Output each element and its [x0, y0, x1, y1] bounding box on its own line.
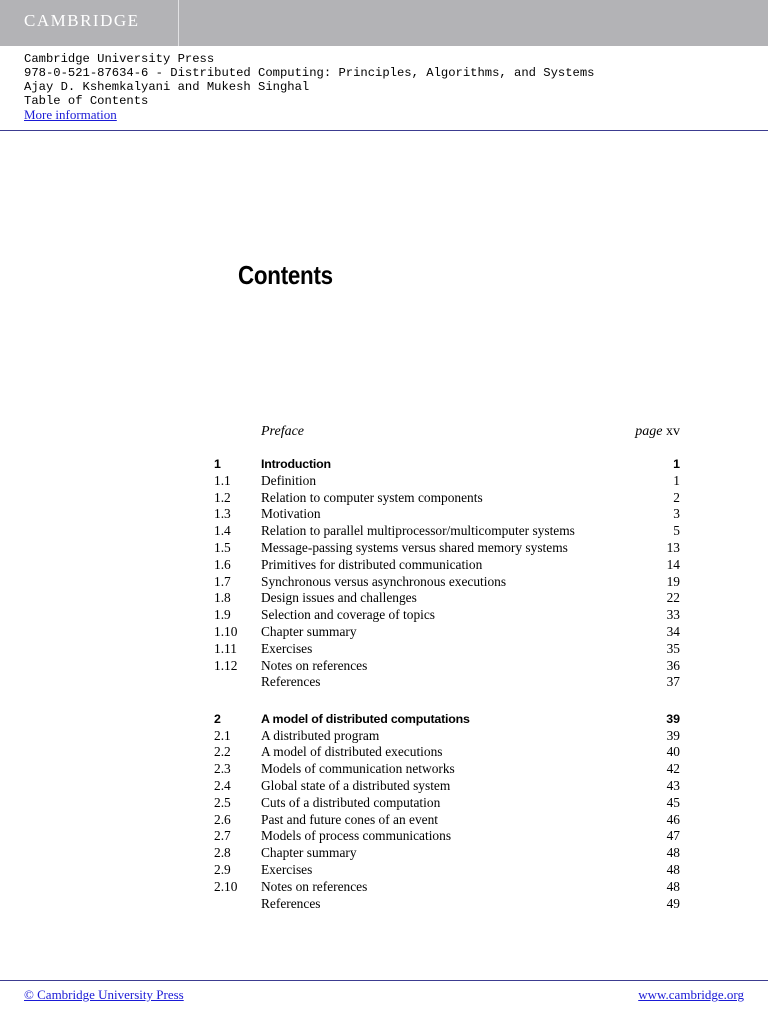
section-title: Notes on references: [261, 657, 368, 673]
section-number: 2.9: [214, 861, 231, 877]
book-metadata: [24, 52, 744, 123]
section-title: Chapter summary: [261, 845, 357, 861]
toc-section-row: [214, 744, 680, 761]
section-page: 34: [666, 623, 680, 639]
section-title: Global state of a distributed system: [261, 777, 451, 793]
section-title: Chapter summary: [261, 623, 357, 639]
section-page: 1: [673, 472, 680, 488]
authors: Ajay D. Kshemkalyani and Mukesh Singhal: [24, 80, 310, 94]
section-page: 47: [666, 828, 680, 844]
section-number: 2.7: [214, 828, 231, 844]
table-of-contents: [214, 422, 680, 912]
section-number: 1.11: [214, 640, 237, 656]
section-number: 1.7: [214, 573, 231, 589]
toc-section-row: [214, 490, 680, 507]
section-title: Design issues and challenges: [261, 590, 417, 606]
section-number: 1.1: [214, 472, 231, 488]
chapter-title: Introduction: [261, 457, 331, 471]
section-number: 1.9: [214, 607, 231, 623]
section-page: 40: [666, 744, 680, 760]
section-page: 45: [666, 794, 680, 810]
chapter-number: 1: [214, 457, 221, 471]
cambridge-logo: CAMBRIDGE: [24, 11, 140, 30]
toc-section-row: [214, 812, 680, 829]
section-title: Message-passing systems versus shared memory systems: [261, 539, 568, 555]
preface-page-number: xv: [666, 424, 680, 439]
section-title: Primitives for distributed communication: [261, 556, 483, 572]
website-link[interactable]: www.cambridge.org: [638, 987, 744, 1002]
toc-section-row: [214, 557, 680, 574]
section-number: 2.6: [214, 811, 231, 827]
footer-rule: [0, 980, 768, 981]
toc-section-row: [214, 795, 680, 812]
section-page: 48: [666, 845, 680, 861]
section-title: Relation to computer system components: [261, 489, 483, 505]
publisher-banner: [0, 0, 768, 46]
section-number: 1.3: [214, 506, 231, 522]
section-title: Models of communication networks: [261, 761, 455, 777]
chapter-page: 39: [666, 711, 680, 726]
banner-divider: [178, 0, 179, 46]
section-page: 37: [666, 674, 680, 690]
toc-section-row: [214, 879, 680, 896]
section-title: Selection and coverage of topics: [261, 607, 436, 623]
toc-section-row: [214, 728, 680, 745]
toc-preface-row: [214, 422, 680, 442]
section-page: 49: [666, 895, 680, 911]
section-title: Exercises: [261, 861, 313, 877]
section-page: 42: [666, 761, 680, 777]
section-title: Synchronous versus asynchronous executions: [261, 573, 507, 589]
section-number: 2.8: [214, 845, 231, 861]
toc-section-row: [214, 828, 680, 845]
section-page: 5: [673, 523, 680, 539]
chapter-gap: [214, 691, 680, 711]
section-page: 43: [666, 777, 680, 793]
toc-section-row: [214, 506, 680, 523]
section-page: 48: [666, 861, 680, 877]
section-title: Models of process communications: [261, 828, 452, 844]
section-number: 2.2: [214, 744, 231, 760]
section-title: References: [261, 895, 321, 911]
section-number: 2.3: [214, 761, 231, 777]
toc-section-row: [214, 862, 680, 879]
section-page: 33: [666, 607, 680, 623]
section-name: Table of Contents: [24, 94, 149, 108]
section-page: 19: [666, 573, 680, 589]
section-title: Relation to parallel multiprocessor/multicomputer systems: [261, 523, 575, 539]
toc-chapter-row: [214, 456, 680, 473]
toc-section-row: [214, 674, 680, 691]
section-title: References: [261, 674, 321, 690]
section-page: 35: [666, 640, 680, 656]
section-title: Cuts of a distributed computation: [261, 794, 441, 810]
section-number: 2.1: [214, 727, 231, 743]
header-rule: [0, 130, 768, 131]
section-title: Past and future cones of an event: [261, 811, 438, 827]
section-number: 1.8: [214, 590, 231, 606]
toc-section-row: [214, 896, 680, 913]
toc-section-row: [214, 473, 680, 490]
section-page: 13: [666, 539, 680, 555]
section-number: 1.2: [214, 489, 231, 505]
chapter-title: A model of distributed computations: [261, 711, 470, 726]
page-prefix: page: [635, 424, 663, 439]
section-number: 2.10: [214, 878, 238, 894]
section-page: 22: [666, 590, 680, 606]
preface-page: [635, 422, 680, 442]
section-number: 1.4: [214, 523, 231, 539]
section-title: Notes on references: [261, 878, 368, 894]
toc-section-row: [214, 845, 680, 862]
isbn-title: 978-0-521-87634-6 - Distributed Computing: Principles, Algorithms, and Systems: [24, 66, 595, 80]
section-page: 14: [666, 556, 680, 572]
section-page: 2: [673, 489, 680, 505]
toc-section-row: [214, 574, 680, 591]
chapter-page: 1: [673, 457, 680, 471]
more-information-link[interactable]: More information: [24, 107, 117, 122]
section-page: 3: [673, 506, 680, 522]
section-page: 39: [666, 727, 680, 743]
publisher-name: Cambridge University Press: [24, 52, 215, 66]
section-page: 36: [666, 657, 680, 673]
section-number: 2.5: [214, 794, 231, 810]
section-number: 1.12: [214, 657, 238, 673]
section-title: Exercises: [261, 640, 313, 656]
toc-section-row: [214, 761, 680, 778]
toc-section-row: [214, 607, 680, 624]
toc-section-row: [214, 641, 680, 658]
toc-section-row: [214, 540, 680, 557]
section-title: A distributed program: [261, 727, 380, 743]
toc-section-row: [214, 658, 680, 675]
section-title: A model of distributed executions: [261, 744, 443, 760]
section-number: 2.4: [214, 777, 231, 793]
chapter-number: 2: [214, 711, 221, 726]
section-number: 1.5: [214, 539, 231, 555]
page-title: Contents: [238, 260, 333, 290]
toc-chapter-row: [214, 711, 680, 728]
copyright-link[interactable]: © Cambridge University Press: [24, 987, 184, 1002]
section-title: Motivation: [261, 506, 321, 522]
toc-section-row: [214, 590, 680, 607]
section-number: 1.6: [214, 556, 231, 572]
section-page: 48: [666, 878, 680, 894]
section-page: 46: [666, 811, 680, 827]
toc-section-row: [214, 523, 680, 540]
toc-section-row: [214, 778, 680, 795]
toc-section-row: [214, 624, 680, 641]
section-number: 1.10: [214, 623, 238, 639]
section-title: Definition: [261, 472, 317, 488]
preface-label: Preface: [261, 424, 305, 439]
